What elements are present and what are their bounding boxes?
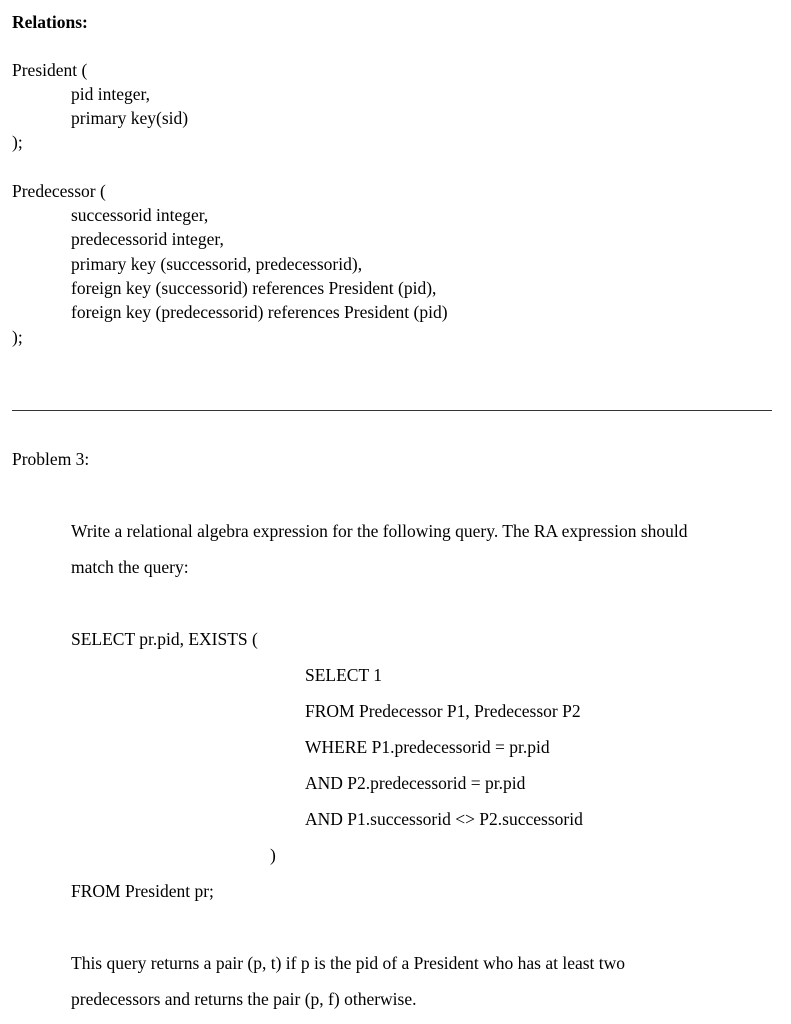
subquery-line-2: FROM Predecessor P1, Predecessor P2 [305,701,581,721]
predecessor-open: Predecessor ( [12,181,106,201]
president-attr-1: pid integer, [71,84,150,104]
predecessor-attr-3: primary key (successorid, predecessorid), [71,254,363,274]
subquery-line-4: AND P2.predecessorid = pr.pid [305,773,526,793]
explanation-line-1: This query returns a pair (p, t) if p is the pid of a President who has at least two [71,953,626,973]
problem-heading: Problem 3: [12,449,90,469]
subquery-line-5: AND P1.successorid <> P2.successorid [305,809,583,829]
subquery-line-1: SELECT 1 [305,665,382,685]
predecessor-attr-5: foreign key (predecessorid) references President (pid) [71,302,448,322]
query-from-line: FROM President pr; [71,881,214,901]
predecessor-attr-1: successorid integer, [71,205,209,225]
instruction-line-2: match the query: [71,557,189,577]
instruction-line-1: Write a relational algebra expression for the following query. The RA expression should [71,521,688,541]
president-close: ); [12,132,23,152]
predecessor-close: ); [12,327,23,347]
explanation-line-2: predecessors and returns the pair (p, f) otherwise. [71,989,417,1009]
predecessor-attr-2: predecessorid integer, [71,229,224,249]
president-open: President ( [12,60,88,80]
predecessor-attr-4: foreign key (successorid) references President (pid), [71,278,437,298]
subquery-close-paren: ) [270,845,276,865]
president-attr-2: primary key(sid) [71,108,189,128]
query-select-line: SELECT pr.pid, EXISTS ( [71,629,258,649]
relations-heading: Relations: [12,12,88,32]
section-divider [12,410,772,411]
subquery-line-3: WHERE P1.predecessorid = pr.pid [305,737,550,757]
